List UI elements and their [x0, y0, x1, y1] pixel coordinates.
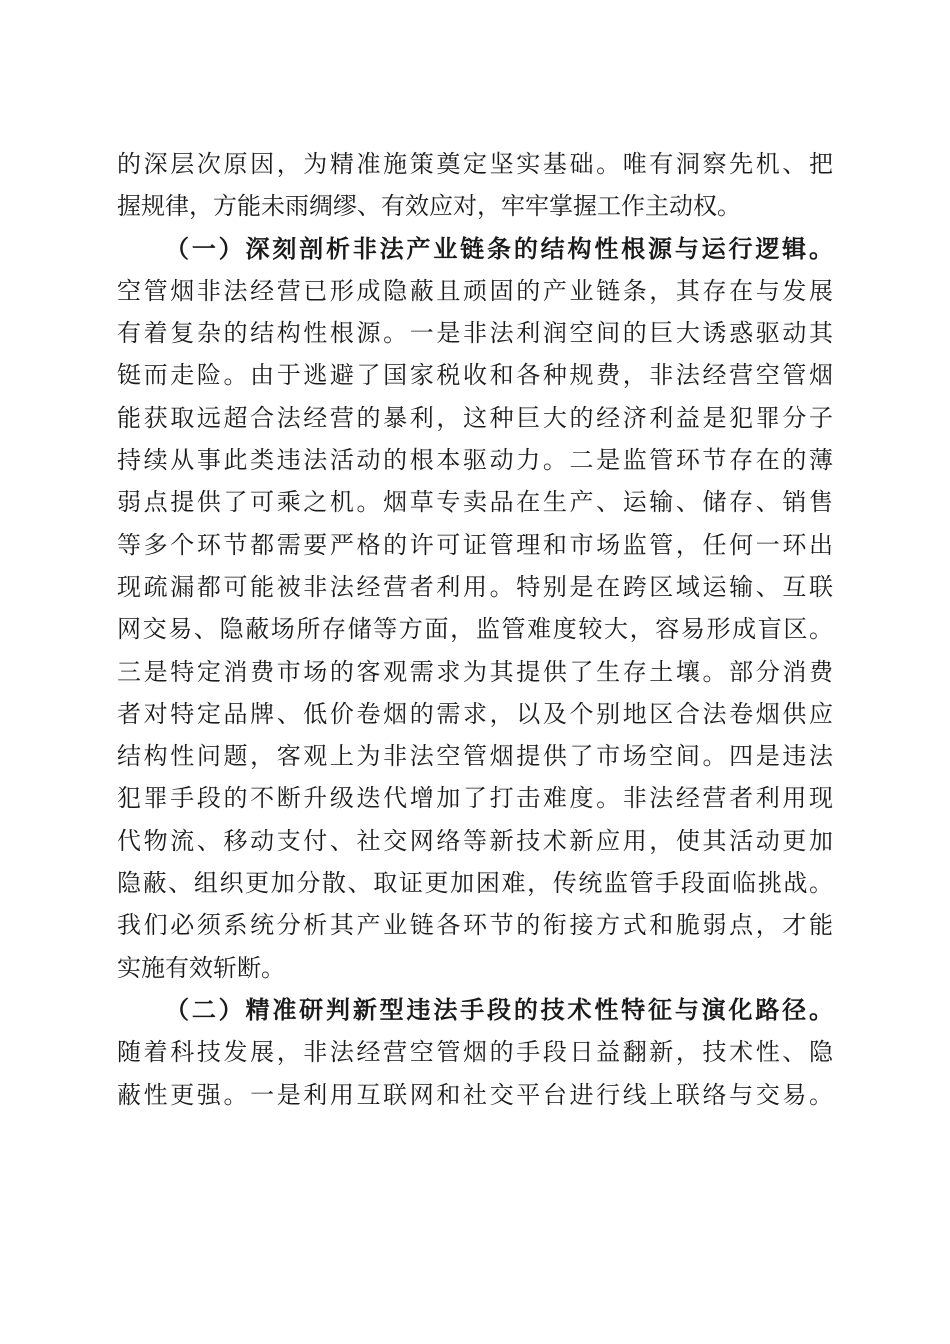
- body-text-line: 有着复杂的结构性根源。一是非法利润空间的巨大诱惑驱动其: [117, 319, 833, 348]
- section-heading-line: （二）精准研判新型违法手段的技术性特征与演化路径。: [165, 994, 833, 1024]
- body-text-line: 等多个环节都需要严格的许可证管理和市场监管，任何一环出: [117, 530, 833, 559]
- body-text-line: 的深层次原因，为精准施策奠定坚实基础。唯有洞察先机、把: [117, 150, 833, 178]
- body-text-line: 我们必须系统分析其产业链各环节的衔接方式和脆弱点，才能: [117, 911, 833, 940]
- body-text-line: 犯罪手段的不断升级迭代增加了打击难度。非法经营者利用现: [117, 784, 833, 813]
- document-page: [117, 143, 833, 1116]
- body-text-line: 隐蔽、组织更加分散、取证更加困难，传统监管手段面临挑战。: [117, 869, 833, 898]
- body-text-line: 现疏漏都可能被非法经营者利用。特别是在跨区域运输、互联: [117, 572, 833, 601]
- body-text-line: 结构性问题，客观上为非法空管烟提供了市场空间。四是违法: [117, 742, 833, 771]
- body-text-line: 代物流、移动支付、社交网络等新技术新应用，使其活动更加: [117, 826, 833, 855]
- body-text-line: 弱点提供了可乘之机。烟草专卖品在生产、运输、储存、销售: [117, 488, 833, 517]
- body-text-line: 网交易、隐蔽场所存储等方面，监管难度较大，容易形成盲区。: [117, 615, 833, 644]
- body-text-line: 能获取远超合法经营的暴利，这种巨大的经济利益是犯罪分子: [117, 403, 833, 432]
- body-text-line: 三是特定消费市场的客观需求为其提供了生存土壤。部分消费: [117, 657, 833, 686]
- section-heading-line: （一）深刻剖析非法产业链条的结构性根源与运行逻辑。: [165, 233, 833, 263]
- body-text-line: 持续从事此类违法活动的根本驱动力。二是监管环节存在的薄: [117, 446, 833, 475]
- body-text-line: 者对特定品牌、低价卷烟的需求，以及个别地区合法卷烟供应: [117, 699, 833, 728]
- body-text-line: 握规律，方能未雨绸缪、有效应对，牢牢掌握工作主动权。: [117, 192, 741, 221]
- body-text-line: 铤而走险。由于逃避了国家税收和各种规费，非法经营空管烟: [117, 361, 833, 390]
- body-text-line: 实施有效斩断。: [117, 953, 285, 982]
- body-text-line: 空管烟非法经营已形成隐蔽且顽固的产业链条，其存在与发展: [117, 276, 833, 305]
- body-text-line: 蔽性更强。一是利用互联网和社交平台进行线上联络与交易。: [117, 1080, 833, 1109]
- body-text-line: 随着科技发展，非法经营空管烟的手段日益翻新，技术性、隐: [117, 1038, 833, 1067]
